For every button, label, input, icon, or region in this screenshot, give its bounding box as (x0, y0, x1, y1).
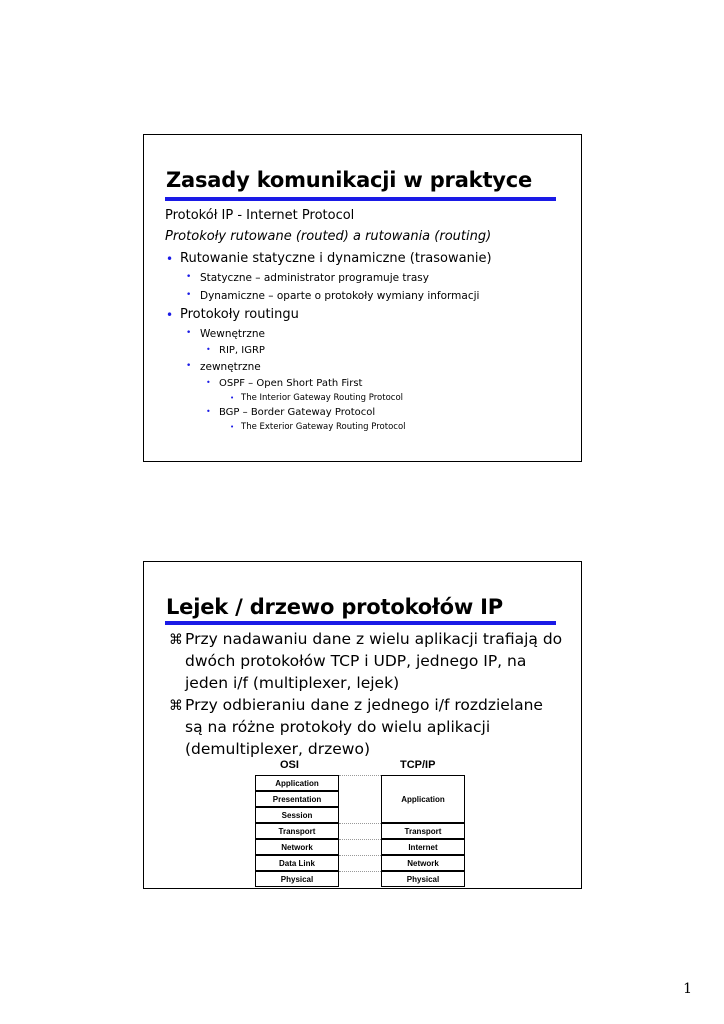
slide-protocol-funnel (143, 561, 582, 889)
bullet-icon: • (186, 361, 192, 371)
osi-layer-network: Network (255, 839, 339, 855)
osi-header: OSI (280, 759, 299, 771)
slide-title: Zasady komunikacji w praktyce (166, 168, 533, 192)
bullet-routing-protocols: Protokoły routingu (180, 307, 299, 322)
protocol-line: Protokół IP - Internet Protocol (165, 208, 355, 223)
divider-line (339, 855, 381, 856)
title-underline (165, 197, 556, 201)
tcpip-layer-physical: Physical (381, 871, 465, 887)
bullet-ospf: OSPF – Open Short Path First (219, 378, 363, 389)
paragraph-receiving-line2: są na różne protokoły do wielu aplikacji (185, 718, 491, 736)
divider-line (339, 871, 381, 872)
bullet-icon: • (206, 345, 211, 354)
title-underline (165, 621, 556, 625)
paragraph-sending-line2: dwóch protokołów TCP i UDP, jednego IP, na (185, 652, 527, 670)
bullet-icon: • (230, 394, 235, 402)
osi-layer-application: Application (255, 775, 339, 791)
slide-routing-principles (143, 134, 582, 462)
bullet-bgp: BGP – Border Gateway Protocol (219, 407, 376, 418)
osi-layer-physical: Physical (255, 871, 339, 887)
routed-vs-routing-line: Protokoły rutowane (routed) a rutowania (routing) (165, 229, 492, 244)
command-key-icon: ⌘ (169, 632, 183, 648)
osi-layer-session: Session (255, 807, 339, 823)
paragraph-receiving-line1: Przy odbieraniu dane z jednego i/f rozdzielane (185, 696, 543, 714)
command-key-icon: ⌘ (169, 698, 183, 714)
osi-layer-transport: Transport (255, 823, 339, 839)
tcpip-layer-internet: Internet (381, 839, 465, 855)
bullet-exterior-gateway: The Exterior Gateway Routing Protocol (241, 422, 406, 432)
paragraph-sending-line3: jeden i/f (multiplexer, lejek) (185, 674, 400, 692)
bullet-icon: • (186, 290, 192, 300)
bullet-icon: • (186, 328, 192, 338)
osi-layer-data-link: Data Link (255, 855, 339, 871)
bullet-external: zewnętrzne (200, 361, 261, 373)
osi-layer-presentation: Presentation (255, 791, 339, 807)
bullet-routing-types: Rutowanie statyczne i dynamiczne (trasowanie) (180, 251, 492, 266)
bullet-icon: • (206, 407, 211, 416)
tcpip-header: TCP/IP (400, 759, 436, 771)
tcpip-layer-network: Network (381, 855, 465, 871)
bullet-icon: • (166, 252, 174, 266)
bullet-interior-gateway: The Interior Gateway Routing Protocol (241, 393, 404, 403)
slide-title: Lejek / drzewo protokołów IP (166, 595, 503, 619)
divider-line (339, 823, 381, 824)
bullet-dynamic: Dynamiczne – oparte o protokoły wymiany informacji (200, 290, 480, 302)
bullet-icon: • (206, 378, 211, 387)
paragraph-receiving-line3: (demultiplexer, drzewo) (185, 740, 370, 758)
divider-line (339, 839, 381, 840)
bullet-static: Statyczne – administrator programuje trasy (200, 272, 429, 284)
bullet-icon: • (186, 272, 192, 282)
tcpip-layer-application: Application (381, 775, 465, 823)
tcpip-layer-transport: Transport (381, 823, 465, 839)
bullet-icon: • (166, 308, 174, 322)
bullet-icon: • (230, 423, 235, 431)
page-number: 1 (683, 981, 692, 997)
paragraph-sending-line1: Przy nadawaniu dane z wielu aplikacji trafiają do (185, 630, 563, 648)
bullet-rip-igrp: RIP, IGRP (219, 345, 265, 356)
bullet-internal: Wewnętrzne (200, 328, 265, 340)
divider-line (339, 775, 381, 776)
